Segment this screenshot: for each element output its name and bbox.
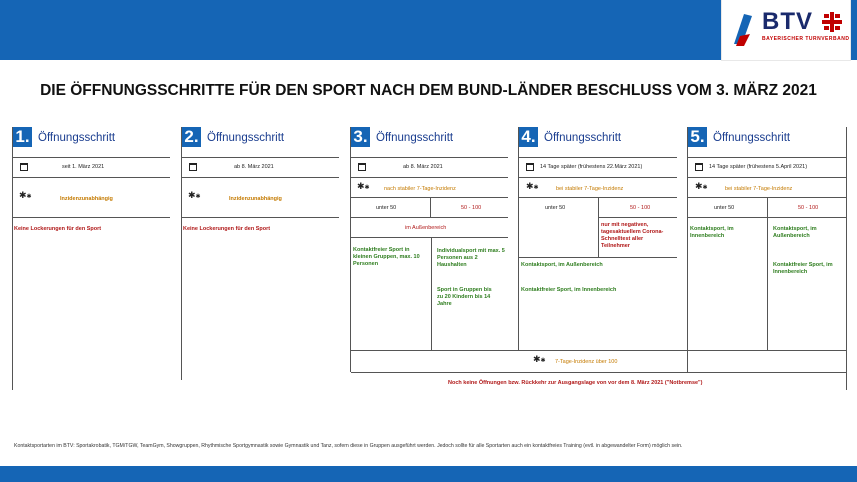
incidence-label: nach stabiler 7-Tage-Inzidenz <box>384 186 456 192</box>
step-label: Öffnungsschritt <box>713 132 791 144</box>
step-label: Öffnungsschritt <box>38 132 116 144</box>
incidence-label: bei stabiler 7-Tage-Inzidenz <box>725 186 793 192</box>
step-number: 5. <box>688 127 707 147</box>
step-date: 14 Tage später (frühestens 22.März 2021) <box>540 164 643 170</box>
cross-emblem-icon <box>822 12 842 32</box>
calendar-icon <box>20 163 28 171</box>
emergency-brake-note: Noch keine Öffnungen bzw. Rückkehr zur Ausgangslage von vor dem 8. März 2021 ("Notbremse") <box>448 380 703 386</box>
step-right-text-2: Sport in Gruppen bis zu 20 Kindern bis 14 Jahre <box>437 287 492 307</box>
incidence-label: Inzidenzunabhängig <box>60 196 113 202</box>
btv-logo <box>722 0 850 60</box>
virus-icon: ✱✱ <box>188 190 201 200</box>
step-date: ab 8. März 2021 <box>234 164 274 170</box>
logo-subtitle: BAYERISCHER TURNVERBAND <box>762 36 850 42</box>
virus-icon: ✱✱ <box>19 190 32 200</box>
virus-icon: ✱✱ <box>533 354 546 364</box>
incidence-label: Inzidenzunabhängig <box>229 196 282 202</box>
step-label: Öffnungsschritt <box>376 132 454 144</box>
calendar-icon <box>358 163 366 171</box>
step-label: Öffnungsschritt <box>207 132 285 144</box>
step-note: Keine Lockerungen für den Sport <box>183 226 271 232</box>
virus-icon: ✱✱ <box>695 181 708 191</box>
step-right-text-1: Kontaktsport, im Außenbereich <box>773 226 817 239</box>
step-date: 14 Tage später (frühestens 5.April 2021) <box>709 164 808 170</box>
step-note: Keine Lockerungen für den Sport <box>14 226 102 232</box>
step-text-2: Kontaktfreier Sport, im Innenbereich <box>521 287 617 293</box>
btv-logo-mark-icon <box>730 10 756 48</box>
area-outdoor: im Außenbereich <box>405 225 447 231</box>
incidence-under-50: unter 50 <box>376 205 397 211</box>
incidence-50-100: 50 - 100 <box>461 205 482 211</box>
step-left-text: Kontaktfreier Sport in kleinen Gruppen, max. 10 Personen <box>353 247 420 267</box>
incidence-50-100: 50 - 100 <box>630 205 651 211</box>
step-date: ab 8. März 2021 <box>403 164 443 170</box>
footer-bar <box>0 466 857 482</box>
step-right-text-1: Individualsport mit max. 5 Personen aus 2 Haushalten <box>437 248 505 268</box>
incidence-label: bei stabiler 7-Tage-Inzidenz <box>556 186 624 192</box>
step-left-text: Kontaktsport, im Innenbereich <box>690 226 734 239</box>
incidence-under-50: unter 50 <box>714 205 735 211</box>
step-number: 2. <box>182 127 201 147</box>
logo-wordmark: BTV <box>762 8 813 35</box>
calendar-icon <box>695 163 703 171</box>
test-requirement-note: nur mit negativen, tagesaktuellem Corona-Schnelltest aller Teilnehmer <box>601 222 664 249</box>
virus-icon: ✱✱ <box>526 181 539 191</box>
virus-icon: ✱✱ <box>357 181 370 191</box>
calendar-icon <box>526 163 534 171</box>
incidence-over-100: 7-Tage-Inzidenz über 100 <box>555 359 618 365</box>
calendar-icon <box>189 163 197 171</box>
step-label: Öffnungsschritt <box>544 132 622 144</box>
footnote: Kontaktsportarten im BTV: Sportakrobatik, TGM/TGW, TeamGym, Showgruppen, Rhythmische Sportgymnastik sowie Gymnastik und Tanz, sofern diese in Gruppen ausgeführt werden. Jedoch sollte für alle Sportarten auch ein kontaktfreies Training (evtl. in abgewandelter Form) möglich sein. <box>14 443 683 449</box>
step-text-1: Kontaktsport, im Außenbereich <box>521 262 603 268</box>
step-number: 3. <box>351 127 370 147</box>
step-date: seit 1. März 2021 <box>62 164 105 170</box>
incidence-50-100: 50 - 100 <box>798 205 819 211</box>
incidence-under-50: unter 50 <box>545 205 566 211</box>
page-title: DIE ÖFFNUNGSSCHRITTE FÜR DEN SPORT NACH DEM BUND-LÄNDER BESCHLUSS VOM 3. MÄRZ 2021 <box>40 82 817 99</box>
step-right-text-2: Kontaktfreier Sport, im Innenbereich <box>773 262 833 275</box>
step-number: 4. <box>519 127 538 147</box>
step-number: 1. <box>13 127 32 147</box>
